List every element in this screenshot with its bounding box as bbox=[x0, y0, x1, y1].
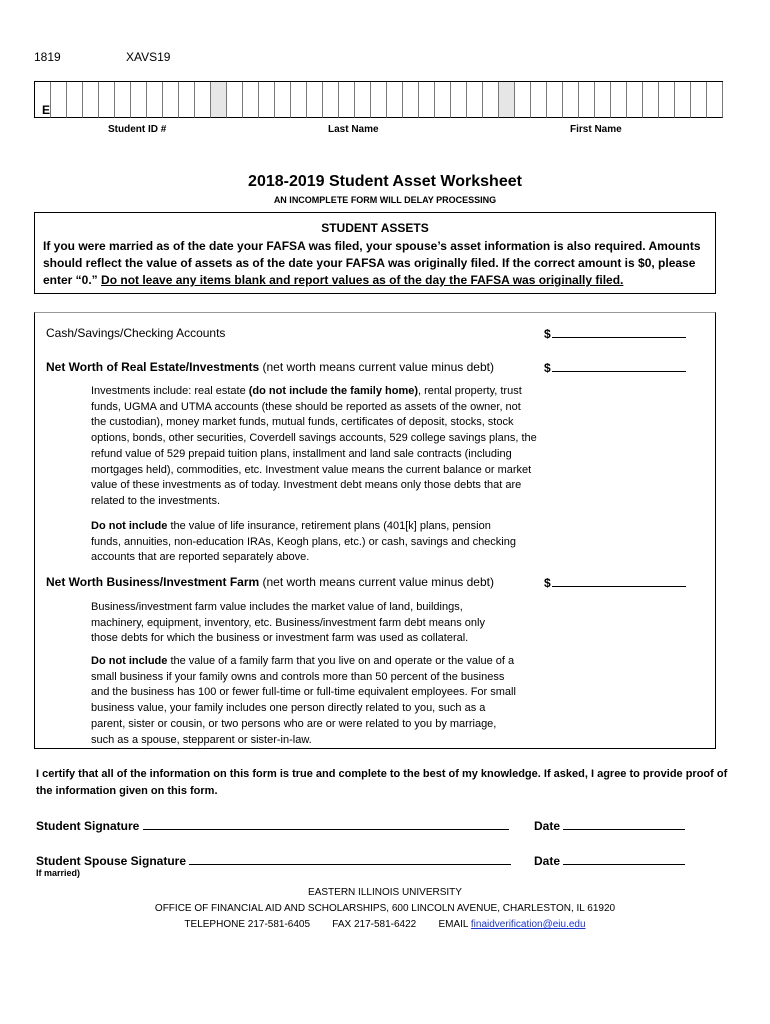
certification-statement: I certify that all of the information on this form is true and complete to the best of my knowledge. If asked, I agree to provide proof of the information given on this form. bbox=[36, 768, 728, 797]
character-box[interactable] bbox=[291, 82, 307, 118]
farm-exclusion-text: the value of a family farm that you live on and operate or the value of a small business if your family owns and controls more than 50 percent of the business and the business has 100 or fewer full-time or full-time equivalent employees. For small business value, your family includes one person directly related to you, such as a parent, sister or cousin, or two persons who are or were related to you by marriage, such as a spouse, stepparent or sister-in-law. bbox=[91, 655, 516, 746]
investments-exclusion-lead: Do not include bbox=[91, 520, 168, 532]
id-name-grid[interactable] bbox=[34, 81, 723, 118]
first-name-label: First Name bbox=[570, 124, 622, 135]
cash-label: Cash/Savings/Checking Accounts bbox=[46, 326, 226, 340]
farm-dollar-sign: $ bbox=[544, 576, 551, 590]
character-box[interactable] bbox=[67, 82, 83, 118]
investments-text-b: (do not include the family home) bbox=[248, 385, 419, 397]
investments-text-a: Investments include: real estate bbox=[91, 385, 249, 397]
cash-amount-field[interactable] bbox=[544, 326, 686, 341]
id-prefix-letter: E bbox=[42, 103, 51, 117]
farm-exclusions bbox=[91, 654, 516, 748]
student-assets-instructions bbox=[43, 238, 711, 289]
form-code: 1819 bbox=[34, 50, 61, 64]
real-estate-row bbox=[46, 360, 494, 374]
character-box[interactable] bbox=[83, 82, 99, 118]
character-box[interactable] bbox=[531, 82, 547, 118]
farm-label: Net Worth Business/Investment Farm bbox=[46, 575, 260, 589]
footer-university: EASTERN ILLINOIS UNIVERSITY bbox=[308, 887, 462, 898]
instructions-underlined: Do not leave any items blank and report values as of the day the FAFSA was originally filed. bbox=[101, 273, 624, 287]
character-box[interactable] bbox=[659, 82, 675, 118]
character-box[interactable] bbox=[563, 82, 579, 118]
instructions-text: If you were married as of the date your FAFSA was filed, your spouse’s asset information is also required. Amounts should reflect the value of assets as of the date your FAFSA was originally filed. If the correct amount is $0, please enter “0.” bbox=[43, 239, 701, 287]
character-box[interactable] bbox=[643, 82, 659, 118]
footer-contact bbox=[0, 917, 770, 933]
character-box[interactable] bbox=[611, 82, 627, 118]
character-box[interactable] bbox=[579, 82, 595, 118]
character-box[interactable] bbox=[179, 82, 195, 118]
character-box[interactable] bbox=[627, 82, 643, 118]
real-estate-dollar-sign: $ bbox=[544, 361, 551, 375]
page-title: 2018-2019 Student Asset Worksheet bbox=[248, 173, 522, 190]
character-box[interactable] bbox=[163, 82, 179, 118]
spouse-date-label: Date bbox=[534, 854, 561, 868]
character-box[interactable] bbox=[51, 82, 67, 118]
character-box[interactable] bbox=[419, 82, 435, 118]
footer-fax: FAX 217-581-6422 bbox=[332, 919, 417, 930]
character-box[interactable] bbox=[691, 82, 707, 118]
character-box[interactable] bbox=[147, 82, 163, 118]
last-name-label: Last Name bbox=[328, 124, 379, 135]
real-estate-amount-field[interactable] bbox=[544, 360, 686, 375]
character-box[interactable] bbox=[195, 82, 211, 118]
character-box[interactable] bbox=[595, 82, 611, 118]
student-id-label: Student ID # bbox=[108, 124, 167, 135]
character-box[interactable] bbox=[483, 82, 499, 118]
footer-email-link[interactable]: finaidverification@eiu.edu bbox=[470, 919, 586, 930]
farm-row bbox=[46, 575, 494, 589]
character-box[interactable] bbox=[403, 82, 419, 118]
student-signature-label: Student Signature bbox=[36, 819, 140, 833]
character-box[interactable] bbox=[547, 82, 563, 118]
character-box[interactable] bbox=[451, 82, 467, 118]
footer-address: OFFICE OF FINANCIAL AID AND SCHOLARSHIPS, 600 LINCOLN AVENUE, CHARLESTON, IL 61920 bbox=[154, 903, 616, 914]
character-box[interactable] bbox=[675, 82, 691, 118]
student-date-label: Date bbox=[534, 819, 561, 833]
character-box[interactable] bbox=[227, 82, 243, 118]
farm-amount-field[interactable] bbox=[544, 575, 686, 590]
character-box[interactable] bbox=[387, 82, 403, 118]
investments-exclusions bbox=[91, 519, 521, 566]
character-box[interactable] bbox=[435, 82, 451, 118]
footer-telephone: TELEPHONE 217-581-6405 bbox=[184, 919, 311, 930]
character-box[interactable] bbox=[355, 82, 371, 118]
student-date-row[interactable] bbox=[534, 817, 685, 833]
spouse-signature-label: Student Spouse Signature bbox=[36, 854, 187, 868]
farm-paragraph: Business/investment farm value includes the market value of land, buildings, machinery, equipment, inventory, etc. Business/investment farm debt means only those debts for which the business or investment farm was used as collateral. bbox=[91, 601, 485, 645]
if-married-note: If married) bbox=[36, 868, 81, 878]
investments-paragraph bbox=[91, 384, 539, 510]
character-box[interactable] bbox=[467, 82, 483, 118]
spouse-signature-row[interactable] bbox=[36, 852, 511, 868]
student-assets-box bbox=[34, 212, 716, 294]
cash-dollar-sign: $ bbox=[544, 327, 551, 341]
character-box[interactable] bbox=[243, 82, 259, 118]
character-box[interactable] bbox=[115, 82, 131, 118]
student-signature-row[interactable] bbox=[36, 817, 509, 833]
character-box[interactable] bbox=[707, 82, 723, 118]
character-box[interactable] bbox=[515, 82, 531, 118]
character-box[interactable] bbox=[259, 82, 275, 118]
farm-exclusion-lead: Do not include bbox=[91, 655, 168, 667]
form-version: XAVS19 bbox=[126, 50, 171, 64]
farm-note: (net worth means current value minus debt) bbox=[259, 575, 494, 589]
character-box[interactable] bbox=[339, 82, 355, 118]
real-estate-label: Net Worth of Real Estate/Investments bbox=[46, 360, 260, 374]
id-prefix-box bbox=[35, 82, 51, 118]
footer-email-label: EMAIL bbox=[438, 919, 469, 930]
investments-exclusion-text: the value of life insurance, retirement plans (401[k] plans, pension funds, annuities, non-education IRAs, Keogh plans, etc.) or cash, savings and checking accounts that are reported separately above. bbox=[91, 520, 516, 564]
character-box[interactable] bbox=[371, 82, 387, 118]
page-subtitle: AN INCOMPLETE FORM WILL DELAY PROCESSING bbox=[273, 195, 497, 205]
spouse-date-row[interactable] bbox=[534, 852, 685, 868]
character-box[interactable] bbox=[307, 82, 323, 118]
investments-text-c: , rental property, trust funds, UGMA and UTMA accounts (these should be reported as assets of the owner, not the custodian), money market funds, mutual funds, certificates of deposit, stocks, stock options, bonds, other securities, Coverdell savings accounts, 529 college savings plans, the refund value of 529 prepaid tuition plans, installment and land sale contracts (including mortgages held), commodities, etc. Investment value means the current balance or market value of these investments as of today. Investment debt means only those debts that are related to the investments. bbox=[91, 385, 537, 507]
grid-separator bbox=[499, 82, 515, 118]
character-box[interactable] bbox=[99, 82, 115, 118]
grid-separator bbox=[211, 82, 227, 118]
student-assets-heading: STUDENT ASSETS bbox=[321, 221, 429, 235]
character-box[interactable] bbox=[323, 82, 339, 118]
real-estate-note: (net worth means current value minus debt) bbox=[259, 360, 494, 374]
character-box[interactable] bbox=[131, 82, 147, 118]
character-box[interactable] bbox=[275, 82, 291, 118]
